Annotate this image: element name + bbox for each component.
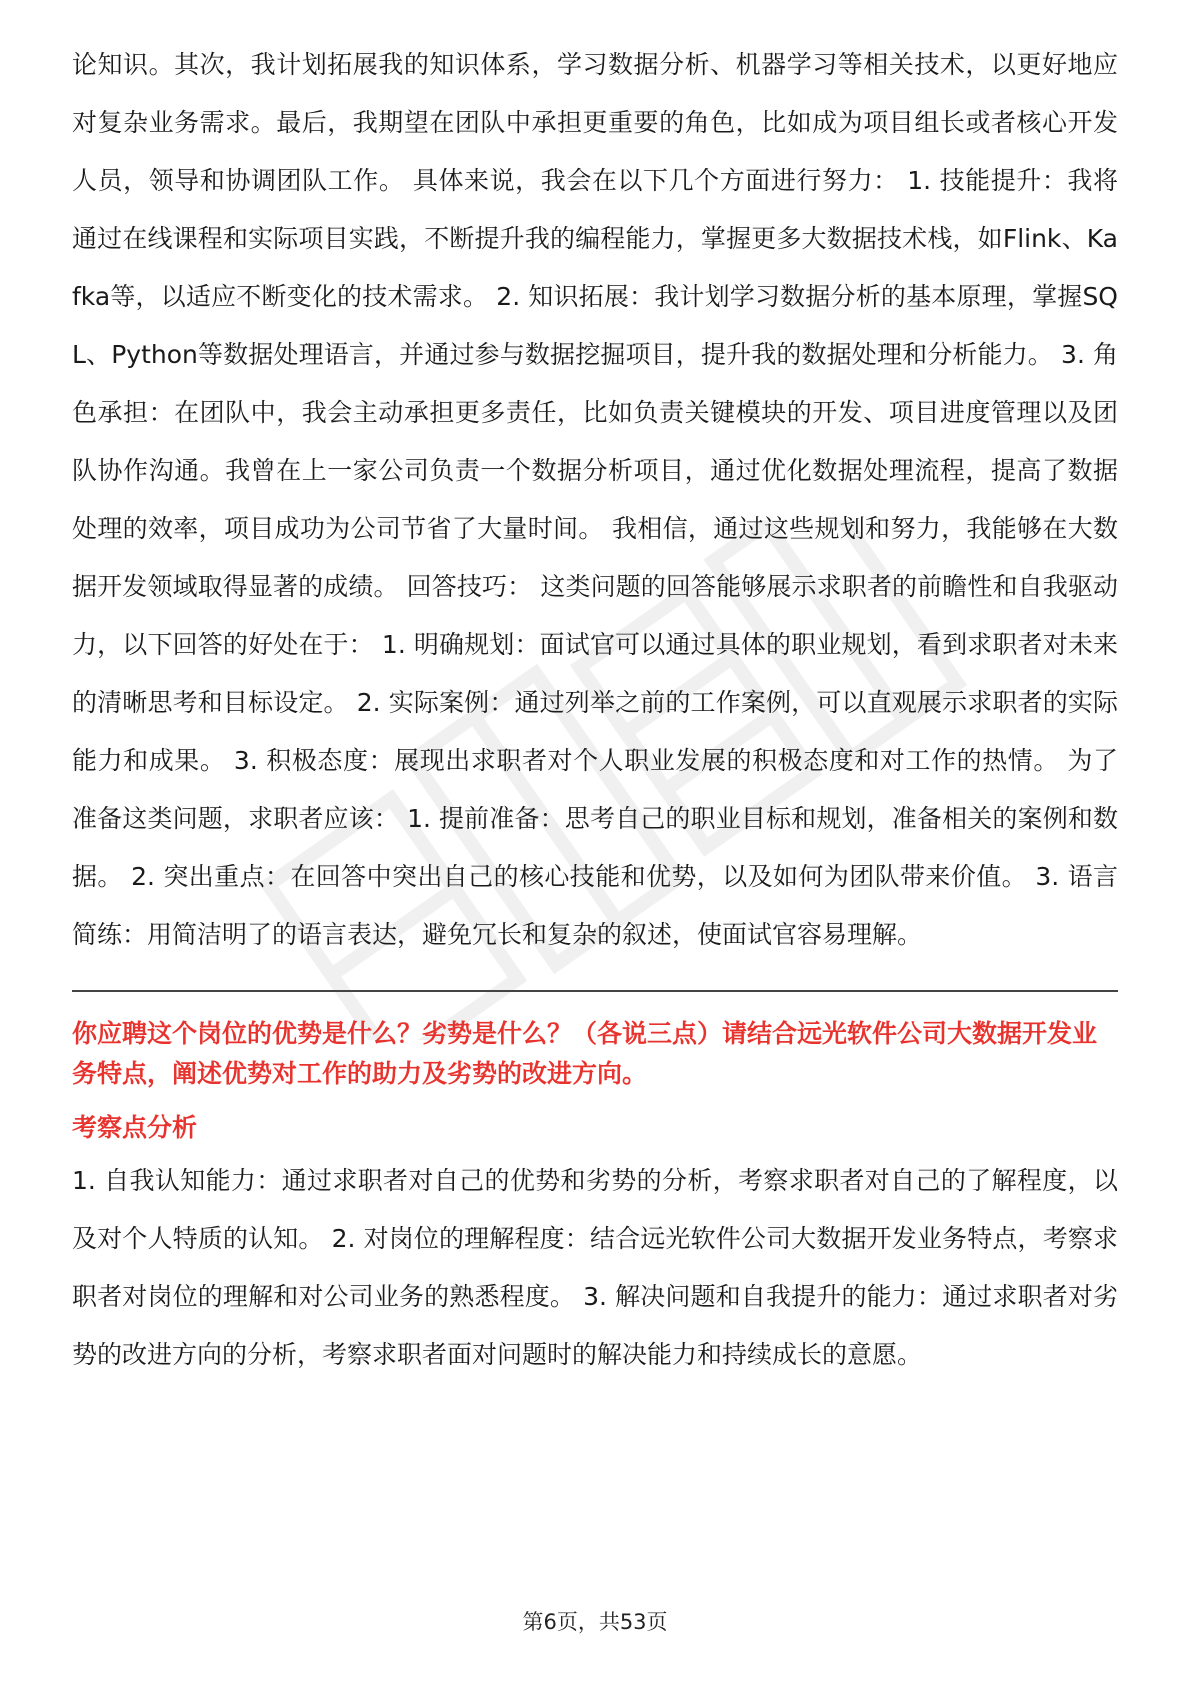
analysis-paragraph: 1. 自我认知能力：通过求职者对自己的优势和劣势的分析，考察求职者对自己的了解程度，以及对个人特质的认知。 2. 对岗位的理解程度：结合远光软件公司大数据开发业务特点，考察求职者对岗位的理解和对公司业务的熟悉程度。 3. 解决问题和自我提升的能力：通过求职者对劣势的改进方向的分析，考察求职者面对问题时的解决能力和持续成长的意愿。 <box>72 1166 1118 1369</box>
analysis-heading: 考察点分析 <box>72 1113 198 1142</box>
section-divider <box>72 990 1118 992</box>
question-heading: 你应聘这个岗位的优势是什么？劣势是什么？（各说三点）请结合远光软件公司大数据开发业务特点，阐述优势对工作的助力及劣势的改进方向。 <box>72 1019 1098 1088</box>
document-page <box>72 36 1118 1384</box>
body-paragraph: 论知识。其次，我计划拓展我的知识体系，学习数据分析、机器学习等相关技术，以更好地应对复杂业务需求。最后，我期望在团队中承担更重要的角色，比如成为项目组长或者核心开发人员，领导和协调团队工作。 具体来说，我会在以下几个方面进行努力： 1. 技能提升：我将通过在线课程和实际项目实践，不断提升我的编程能力，掌握更多大数据技术栈，如Flink、Kafka等，以适应不断变化的技术需求。 2. 知识拓展：我计划学习数据分析的基本原理，掌握SQL、Python等数据处理语言，并通过参与数据挖掘项目，提升我的数据处理和分析能力。 3. 角色承担：在团队中，我会主动承担更多责任，比如负责关键模块的开发、项目进度管理以及团队协作沟通。我曾在上一家公司负责一个数据分析项目，通过优化数据处理流程，提高了数据处理的效率，项目成功为公司节省了大量时间。 我相信，通过这些规划和努力，我能够在大数据开发领域取得显著的成绩。 回答技巧： 这类问题的回答能够展示求职者的前瞻性和自我驱动力，以下回答的好处在于： 1. 明确规划：面试官可以通过具体的职业规划，看到求职者对未来的清晰思考和目标设定。 2. 实际案例：通过列举之前的工作案例，可以直观展示求职者的实际能力和成果。 3. 积极态度：展现出求职者对个人职业发展的积极态度和对工作的热情。 为了准备这类问题，求职者应该： 1. 提前准备：思考自己的职业目标和规划，准备相关的案例和数据。 2. 突出重点：在回答中突出自己的核心技能和优势，以及如何为团队带来价值。 3. 语言简练：用简洁明了的语言表达，避免冗长和复杂的叙述，使面试官容易理解。 <box>72 50 1118 949</box>
page-number: 第6页，共53页 <box>522 1610 668 1634</box>
